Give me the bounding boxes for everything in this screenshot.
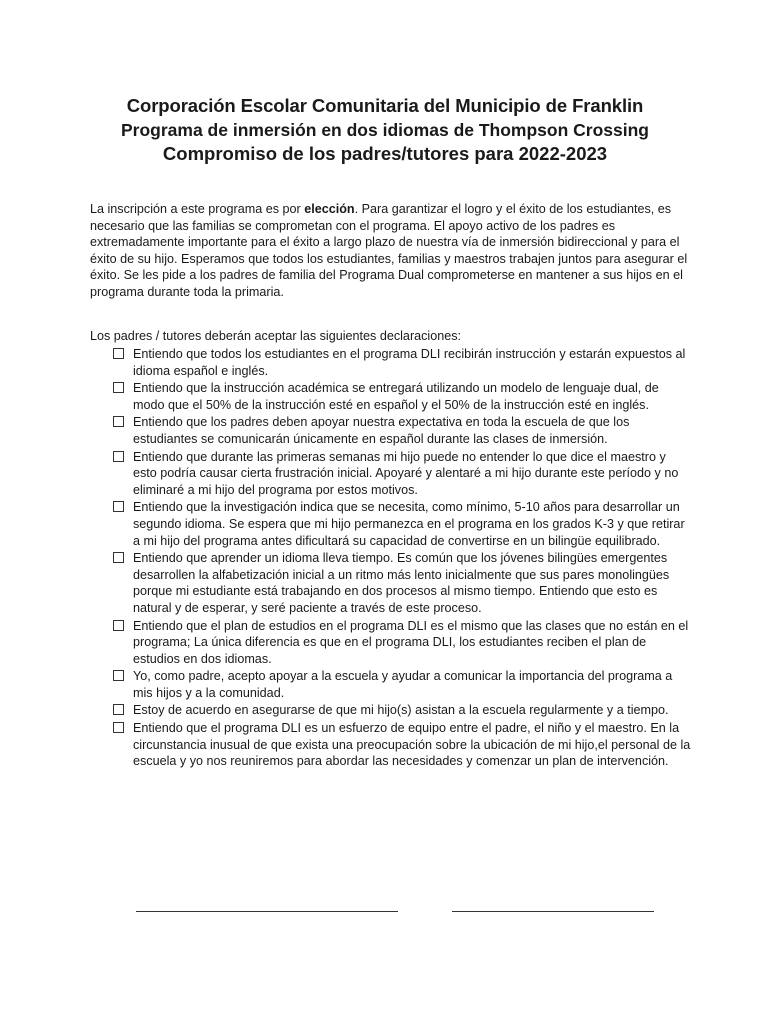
- declaration-checkbox[interactable]: [113, 704, 124, 715]
- declaration-item: [113, 702, 693, 719]
- intro-bold-word: elección: [304, 202, 355, 216]
- declaration-text: Entiendo que el plan de estudios en el programa DLI es el mismo que las clases que no están en el programa; La única diferencia es que en el programa DLI, los estudiantes reciben el plan de estudios en dos idiomas.: [133, 618, 689, 666]
- declaration-item: [113, 720, 693, 770]
- declaration-checkbox[interactable]: [113, 552, 124, 563]
- commitment-title: Compromiso de los padres/tutores para 2022-2023: [162, 143, 608, 164]
- intro-text-rest: . Para garantizar el logro y el éxito de los estudiantes, es necesario que las familias se comprometan con el programa. El apoyo activo de los padres es extremadamente importante para el éxito a largo plazo de nuestra vía de inmersión bidireccional y para el éxito de su hijo. Esperamos que todos los estudiantes, familias y maestros trabajen juntos para asegurar el éxito. Se les pide a los padres de familia del Programa Dual comprometerse en mantener a sus hijos en el programa durante toda la primaria.: [90, 202, 688, 299]
- declaration-text: Entiendo que la instrucción académica se entregará utilizando un modelo de lenguaje dual, de modo que el 50% de la instrucción esté en español y el 50% de la instrucción esté en inglés.: [133, 381, 659, 412]
- declaration-text: Entiendo que el programa DLI es un esfuerzo de equipo entre el padre, el niño y el maestro. En la circunstancia inusual de que exista una preocupación sobre la ubicación de mi hijo,el personal de la escuela y yo nos reuniremos para abordar las necesidades y comenzar un plan de intervención.: [133, 721, 691, 769]
- declaration-checkbox[interactable]: [113, 620, 124, 631]
- date-signature-line[interactable]: [452, 911, 654, 912]
- declaration-item: [113, 449, 693, 499]
- declaration-text: Entiendo que durante las primeras semanas mi hijo puede no entender lo que dice el maestro y esto podría causar cierta frustración inicial. Apoyaré y alentaré a mi hijo durante este período y no eliminaré a mi hijo del programa por estos motivos.: [133, 449, 679, 497]
- declaration-text: Entiendo que los padres deben apoyar nuestra expectativa en toda la escuela de que los estudiantes se comunicarán únicamente en español durante las clases de inmersión.: [133, 415, 630, 446]
- document-header: [40, 94, 730, 166]
- declarations-list: [113, 346, 693, 771]
- declaration-text: Entiendo que la investigación indica que se necesita, como mínimo, 5-10 años para desarrollar un segundo idioma. Se espera que mi hijo permanezca en el programa en los grados K-3 y que retirar a mi hijo del programa antes dificultará su capacidad de convertirse en un bilingüe equilibrado.: [133, 500, 685, 548]
- declaration-text: Entiendo que aprender un idioma lleva tiempo. Es común que los jóvenes bilingües emergentes desarrollen la alfabetización inicial a un ritmo más lento inicialmente que sus pares monolingües porque mi estudiante está trabajando en dos procesos al mismo tiempo. Entiendo que esto es natural y de esperar, y seré paciente a través de este proceso.: [133, 551, 670, 615]
- district-title: Corporación Escolar Comunitaria del Municipio de Franklin: [126, 95, 644, 116]
- declaration-text: Entiendo que todos los estudiantes en el programa DLI recibirán instrucción y estarán expuestos al idioma español e inglés.: [133, 347, 686, 378]
- declaration-checkbox[interactable]: [113, 451, 124, 462]
- declarations-lead: Los padres / tutores deberán aceptar las siguientes declaraciones:: [90, 329, 462, 343]
- declaration-item: [113, 380, 693, 413]
- declaration-item: [113, 499, 693, 549]
- declaration-text: Estoy de acuerdo en asegurarse de que mi hijo(s) asistan a la escuela regularmente y a tiempo.: [133, 703, 669, 718]
- declaration-checkbox[interactable]: [113, 416, 124, 427]
- declaration-checkbox[interactable]: [113, 382, 124, 393]
- parent-signature-line[interactable]: [136, 911, 398, 912]
- program-title: Programa de inmersión en dos idiomas de Thompson Crossing: [120, 120, 649, 140]
- declaration-item: [113, 618, 693, 668]
- declaration-item: [113, 414, 693, 447]
- declaration-item: [113, 346, 693, 379]
- declaration-checkbox[interactable]: [113, 722, 124, 733]
- declaration-checkbox[interactable]: [113, 348, 124, 359]
- declaration-checkbox[interactable]: [113, 501, 124, 512]
- declaration-item: [113, 668, 693, 701]
- declaration-item: [113, 550, 693, 616]
- declaration-text: Yo, como padre, acepto apoyar a la escuela y ayudar a comunicar la importancia del programa a mis hijos y a la comunidad.: [133, 669, 673, 700]
- intro-text-start: La inscripción a este programa es por: [90, 202, 305, 216]
- declaration-checkbox[interactable]: [113, 670, 124, 681]
- intro-paragraph: [90, 201, 690, 301]
